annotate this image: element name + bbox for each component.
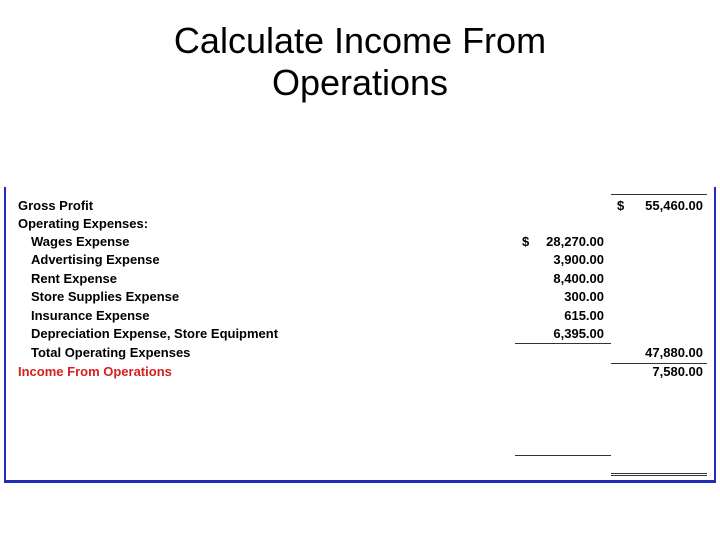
gross-profit-currency: $ (617, 198, 625, 213)
gross-profit-label: Gross Profit (18, 198, 94, 213)
expense-label: Depreciation Expense, Store Equipment (31, 326, 279, 341)
expense-row (6, 307, 714, 325)
gross-profit-row (6, 197, 714, 215)
expense-amount: 615.00 (564, 308, 604, 323)
income-from-operations-row (6, 363, 714, 381)
expense-currency: $ (522, 234, 530, 249)
expense-amount: 6,395.00 (553, 326, 604, 341)
expense-row (6, 325, 714, 343)
expense-amount: 300.00 (564, 289, 604, 304)
total-operating-expenses-row (6, 344, 714, 362)
operating-expenses-header: Operating Expenses: (18, 216, 149, 231)
expense-row (6, 288, 714, 306)
operating-expenses-header-row (6, 215, 714, 233)
col2-bottom-double-rule (611, 473, 707, 476)
slide-title-line1: Calculate Income From (173, 20, 547, 61)
total-operating-expenses-amount: 47,880.00 (645, 345, 703, 360)
total-operating-expenses-label: Total Operating Expenses (31, 345, 191, 360)
col1-bottom-rule (515, 455, 611, 456)
expense-amount: 8,400.00 (553, 271, 604, 286)
expense-amount: 3,900.00 (553, 252, 604, 267)
income-from-operations-amount: 7,580.00 (652, 364, 703, 379)
income-statement-panel (4, 187, 716, 483)
slide-title-line2: Operations (271, 62, 449, 103)
expense-row (6, 251, 714, 269)
gross-profit-amount: 55,460.00 (645, 198, 703, 213)
income-from-operations-label: Income From Operations (18, 364, 172, 379)
expense-label: Wages Expense (31, 234, 130, 249)
expense-label: Insurance Expense (31, 308, 150, 323)
col2-top-rule (611, 194, 707, 195)
expense-amount: 28,270.00 (546, 234, 604, 249)
expense-row (6, 270, 714, 288)
expense-label: Advertising Expense (31, 252, 160, 267)
expense-row (6, 233, 714, 251)
expense-label: Store Supplies Expense (31, 289, 180, 304)
slide-title (0, 20, 720, 104)
expense-label: Rent Expense (31, 271, 117, 286)
